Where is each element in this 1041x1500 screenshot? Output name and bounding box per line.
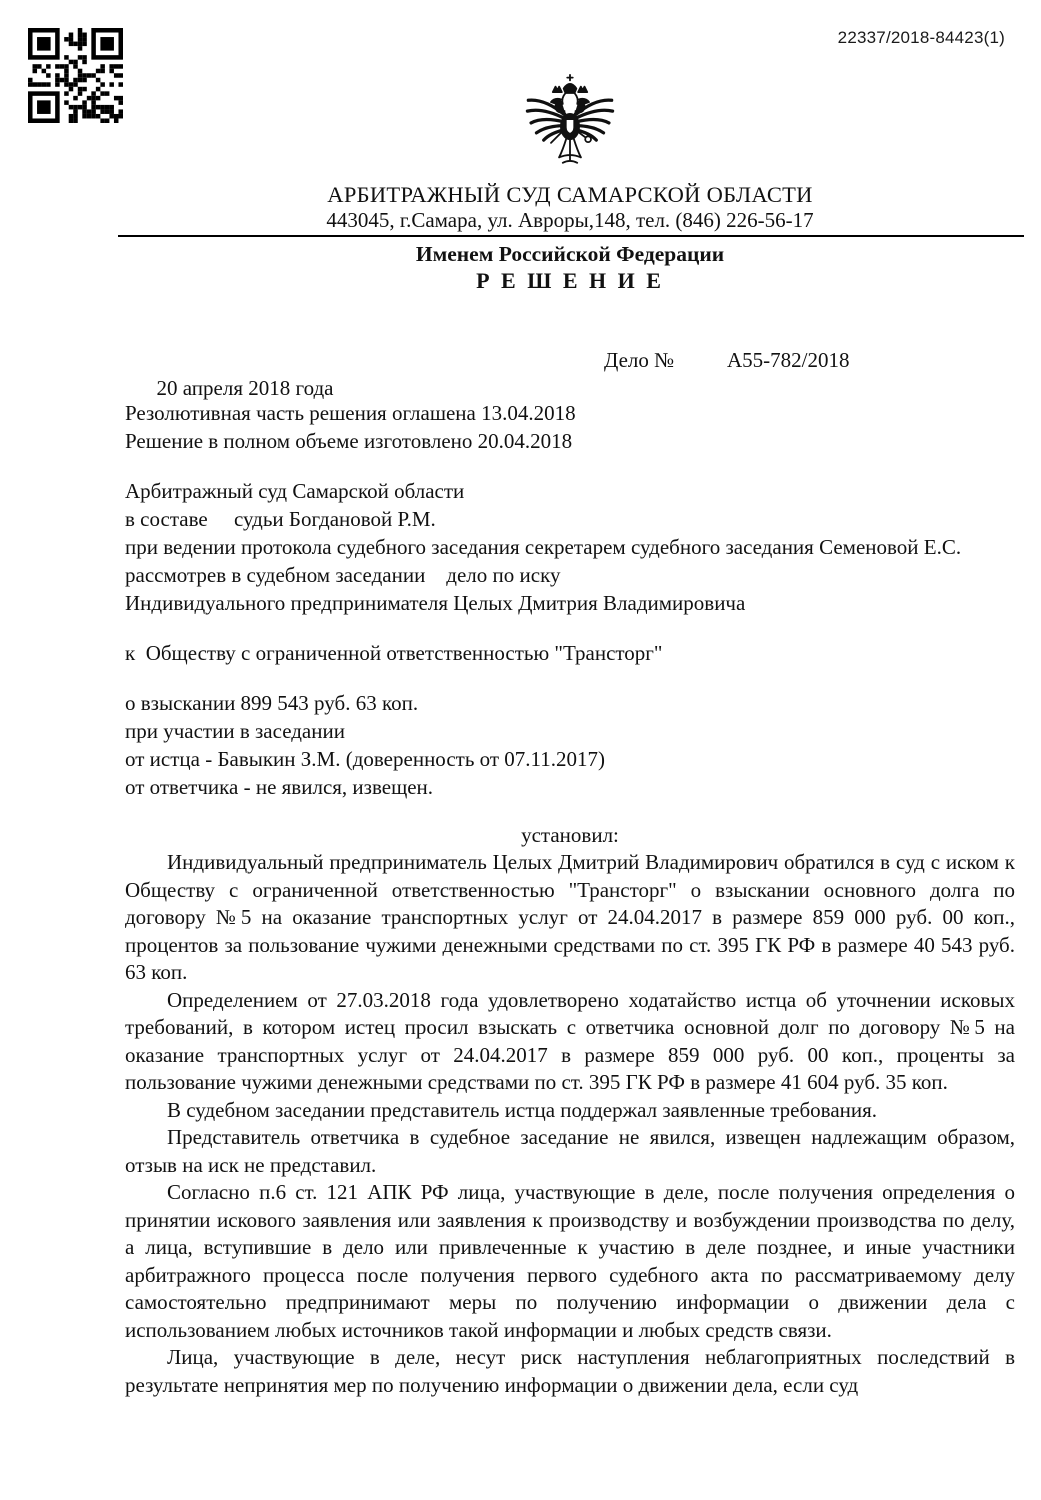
decision-made-line: Решение в полном объеме изготовлено 20.04.2018	[125, 429, 573, 453]
defendant-line: к Обществу с ограниченной ответственностью "Трансторг"	[125, 641, 663, 665]
document-content	[0, 74, 1041, 1399]
case-header-line	[125, 346, 1015, 400]
document-registration-number: 22337/2018-84423(1)	[837, 28, 1005, 47]
decision-body	[125, 849, 1015, 1399]
composition-secretary-line: при ведении протокола судебного заседания секретарем судебного заседания Семеновой Е.С.	[125, 535, 962, 559]
body-paragraph: Определением от 27.03.2018 года удовлетворено ходатайство истца об уточнении исковых требований, в котором истец просил взыскать с ответчика основной долг по договору №5 на оказание транспортных услуг от 24.04.2017 в размере 859 000 руб. 00 коп., проценты за пользование чужими денежными средствами по ст. 395 ГК РФ в размере 41 604 руб. 35 коп.	[125, 987, 1015, 1094]
attendance-label: при участии в заседании	[125, 719, 345, 743]
body-paragraph: Лица, участвующие в деле, несут риск наступления неблагоприятных последствий в результате непринятия мер по получению информации о движении дела, если суд	[125, 1345, 1015, 1397]
court-address: 443045, г.Самара, ул. Авроры,148, тел. (846) 226-56-17	[326, 208, 814, 232]
case-number-label: Дело №	[604, 348, 675, 372]
defendant-representative-line: от ответчика - не явился, извещен.	[125, 775, 434, 799]
body-paragraph: В судебном заседании представитель истца поддержал заявленные требования.	[167, 1097, 878, 1122]
composition-court-line: Арбитражный суд Самарской области	[125, 479, 465, 503]
body-paragraph: Согласно п.6 ст. 121 АПК РФ лица, участвующие в деле, после получения определения о принятии искового заявления или заявления к производству и возбуждении производства по делу, а лица, вступившие в дело или привлеченные к участию в деле позднее, и иные участники арбитражного процесса после получения первого судебного акта по рассматриваемому делу самостоятельно предпринимают меры по получению информации о движении дела с использованием любых источников такой информации и любых средств связи.	[125, 1180, 1015, 1342]
established-label: установил:	[521, 823, 619, 847]
plaintiff-representative-line: от истца - Бавыкин З.М. (доверенность от 07.11.2017)	[125, 747, 606, 771]
claim-block	[125, 689, 1015, 801]
composition-judge-line: в составе судьи Богдановой Р.М.	[125, 507, 436, 531]
decision-date: 20 апреля 2018 года	[156, 376, 334, 400]
court-name: АРБИТРАЖНЫЙ СУД САМАРСКОЙ ОБЛАСТИ	[327, 182, 813, 207]
case-number: А55-782/2018	[727, 348, 850, 372]
resolution-announced-line: Резолютивная часть решения оглашена 13.04.2018	[125, 401, 576, 425]
body-paragraph: Индивидуальный предприниматель Целых Дмитрий Владимирович обратился в суд с иском к Обществу с ограниченной ответственностью "Трансторг" о взыскании основного долга по договору №5 на оказание транспортных услуг от 24.04.2017 в размере 859 000 руб. 00 коп., процентов за пользование чужими денежными средствами по ст. 395 ГК РФ в размере 40 543 руб. 63 коп.	[125, 850, 1015, 984]
header-divider	[118, 235, 1024, 237]
claim-amount-line: о взыскании 899 543 руб. 63 коп.	[125, 691, 419, 715]
document-type-title: Р Е Ш Е Н И Е	[476, 268, 664, 293]
plaintiff-line: Индивидуального предпринимателя Целых Дмитрия Владимировича	[125, 591, 746, 615]
court-composition-block	[125, 477, 1015, 617]
body-paragraph: Представитель ответчика в судебное заседание не явился, извещен надлежащим образом, отзыв на иск не представил.	[125, 1125, 1015, 1177]
in-the-name-line: Именем Российской Федерации	[415, 242, 725, 266]
russian-coat-of-arms-icon	[524, 74, 616, 170]
resolution-dates-block	[125, 399, 1015, 455]
emblem-row	[125, 74, 1015, 170]
composition-considered-line: рассмотрев в судебном заседании дело по иску	[125, 563, 561, 587]
